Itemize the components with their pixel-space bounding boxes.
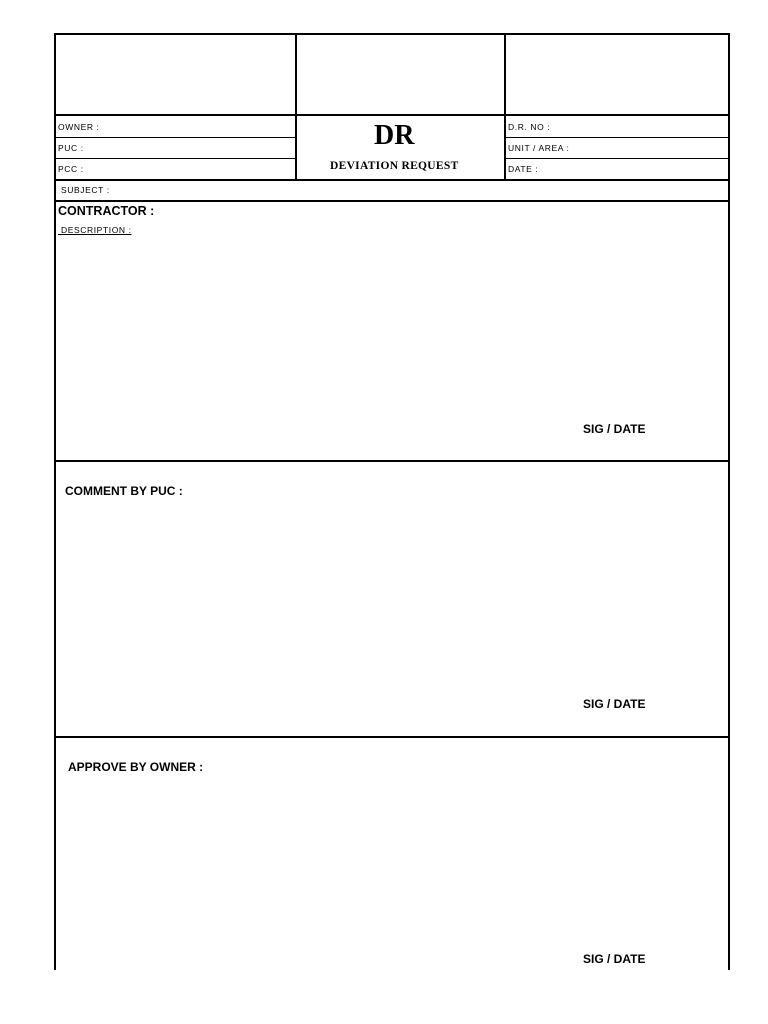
frame-right — [728, 33, 730, 970]
pcc-label: PCC : — [58, 164, 84, 174]
contractor-heading: CONTRACTOR : — [58, 204, 155, 218]
form-subtitle: DEVIATION REQUEST — [330, 160, 459, 172]
approve-sig-date: SIG / DATE — [583, 952, 646, 966]
approve-heading: APPROVE BY OWNER : — [68, 760, 204, 774]
right-row-line-1 — [504, 137, 730, 138]
logo-cell-center — [297, 35, 504, 114]
unit-area-label: UNIT / AREA : — [508, 143, 570, 153]
comment-bottom-line — [54, 736, 730, 738]
contractor-bottom-line — [54, 460, 730, 462]
subject-label: SUBJECT : — [61, 185, 110, 195]
comment-heading: COMMENT BY PUC : — [65, 484, 183, 498]
dr-no-label: D.R. NO : — [508, 122, 551, 132]
subject-bottom-line — [54, 200, 730, 202]
header-bottom-line — [54, 114, 730, 116]
owner-label: OWNER : — [58, 122, 100, 132]
date-label: DATE : — [508, 164, 539, 174]
comment-sig-date: SIG / DATE — [583, 697, 646, 711]
puc-label: PUC : — [58, 143, 84, 153]
header-block-bottom — [54, 179, 730, 181]
frame-left — [54, 33, 56, 970]
right-row-line-2 — [504, 158, 730, 159]
form-title: DR — [374, 120, 415, 151]
description-label: DESCRIPTION : — [58, 225, 132, 235]
left-row-line-2 — [54, 158, 297, 159]
logo-cell-left — [56, 35, 295, 114]
contractor-sig-date: SIG / DATE — [583, 422, 646, 436]
left-row-line-1 — [54, 137, 297, 138]
logo-cell-right — [506, 35, 728, 114]
